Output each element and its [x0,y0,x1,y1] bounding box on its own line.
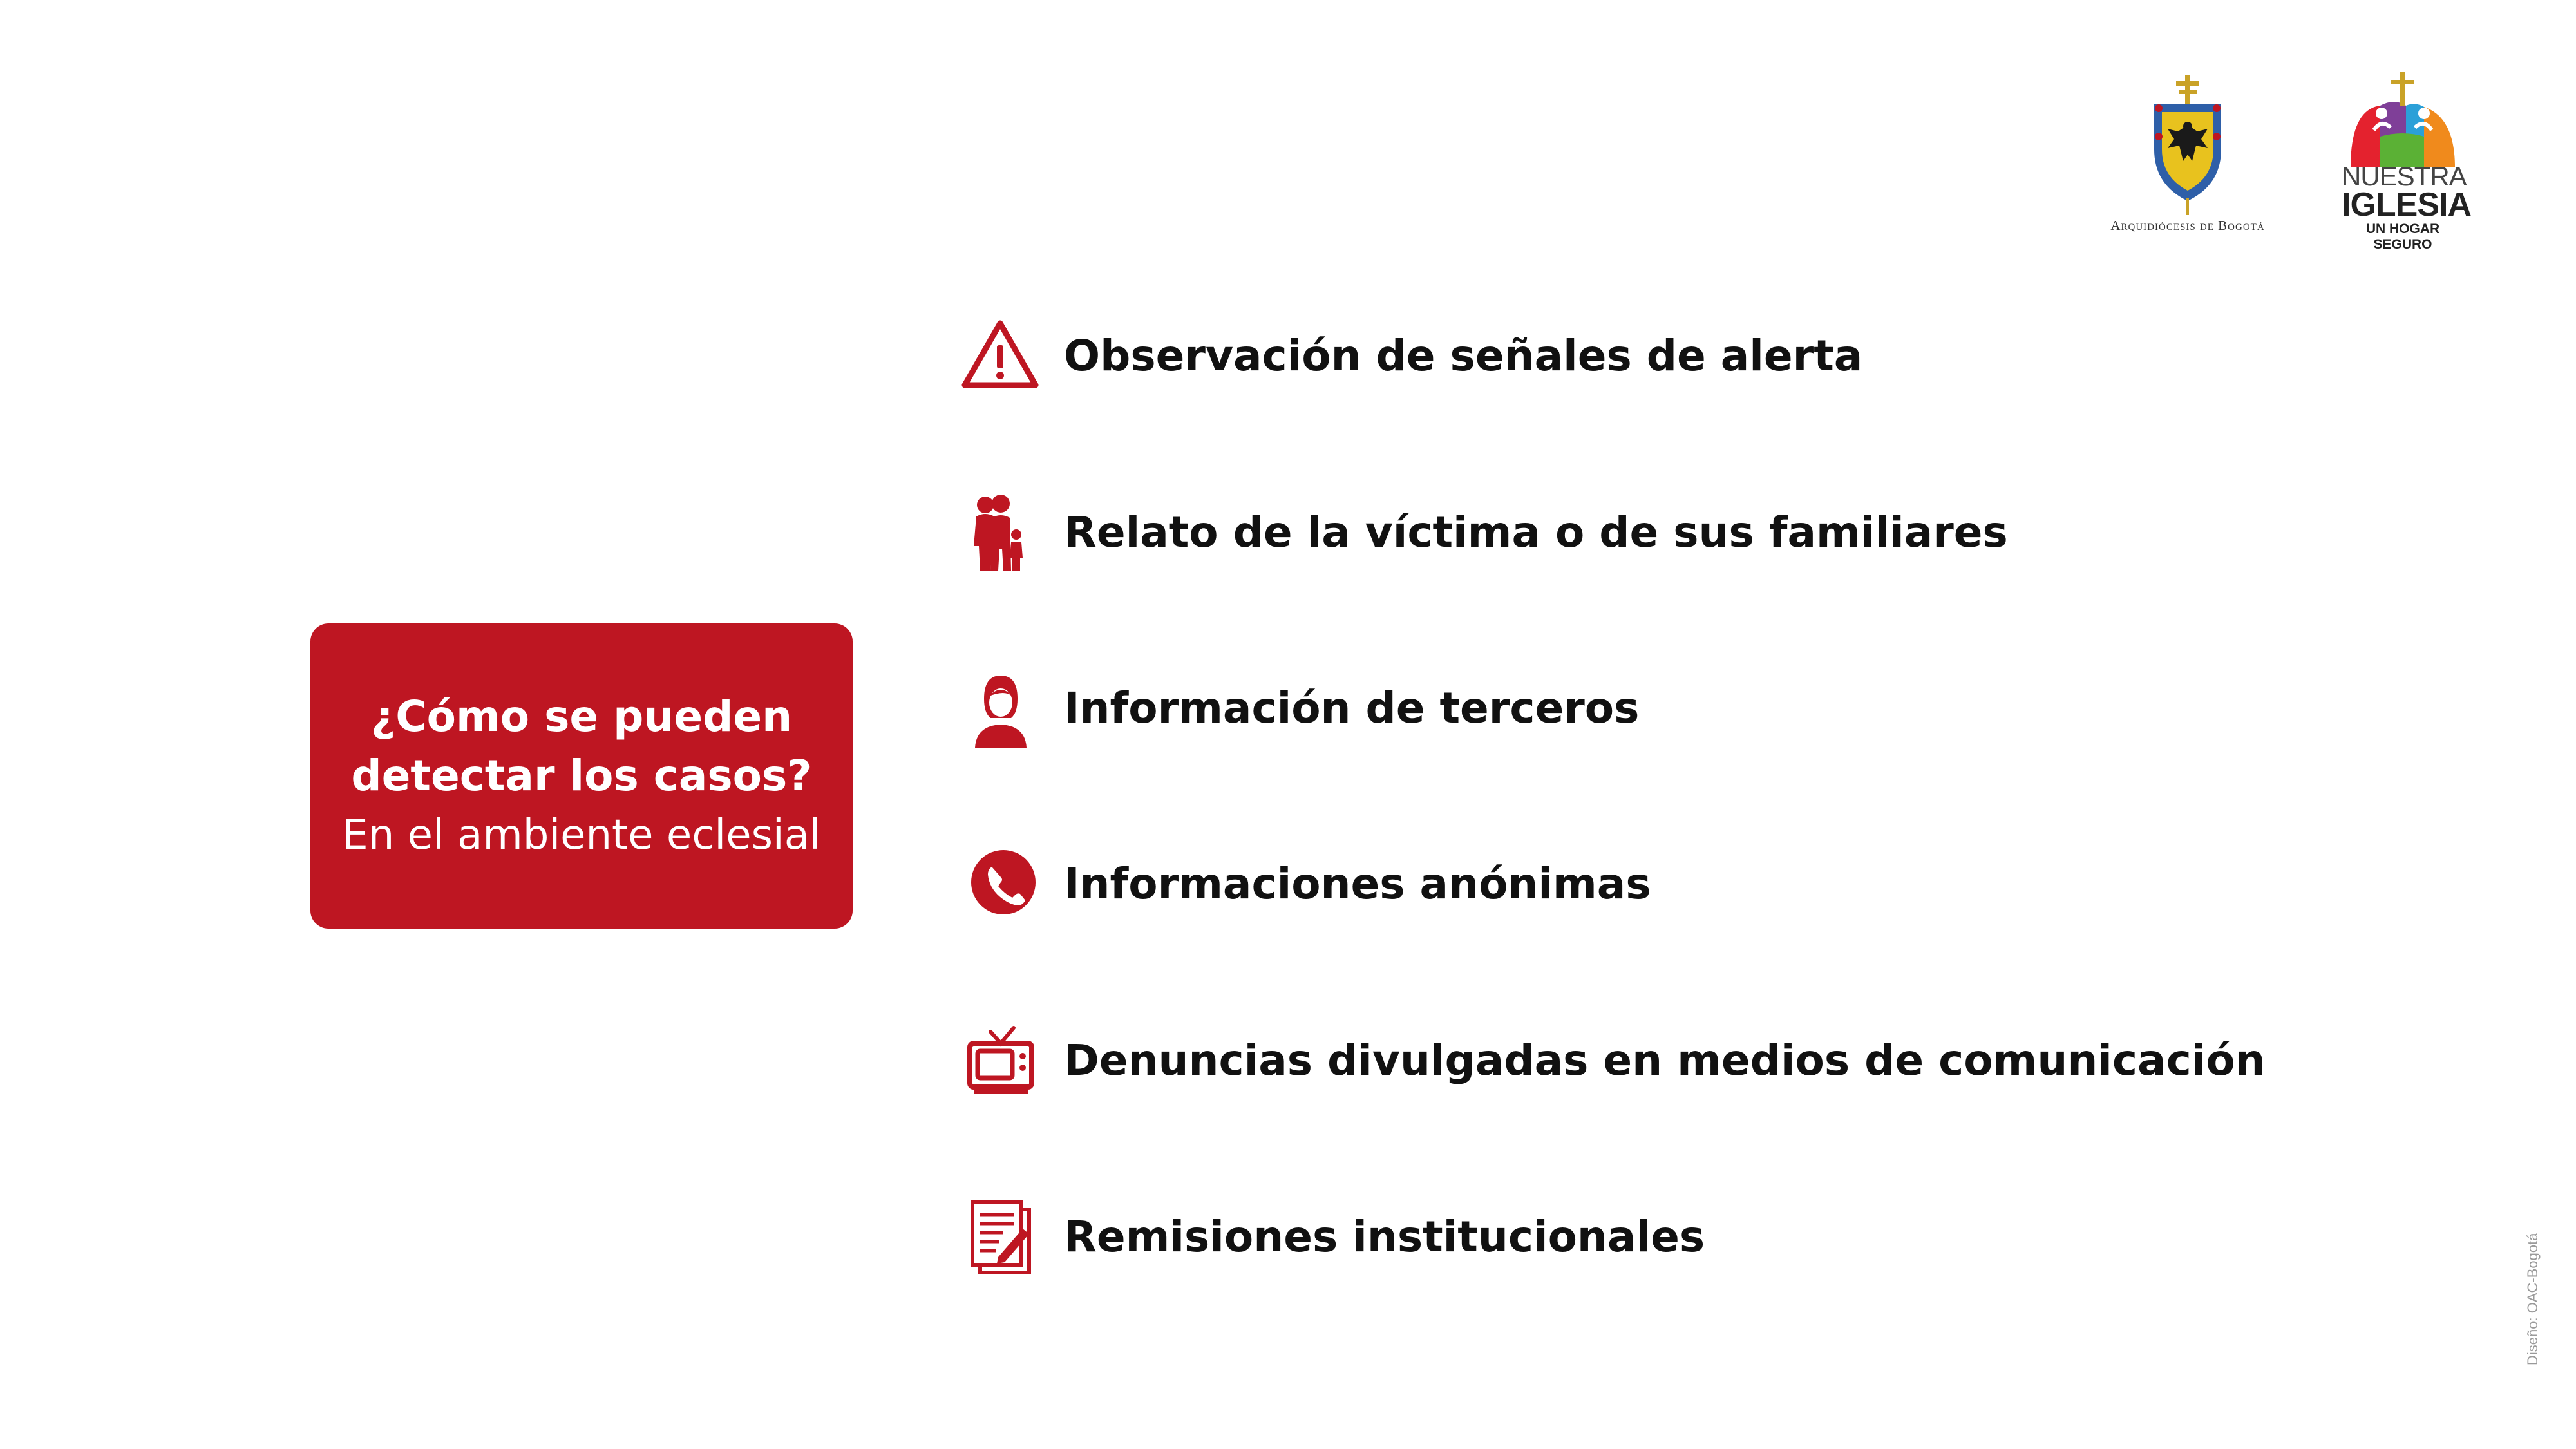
nuestra-iglesia-line1: NUESTRA [2342,161,2467,191]
item-label: Denuncias divulgadas en medios de comunicación [1064,1036,2266,1085]
item-label: Información de terceros [1064,683,1640,733]
nuestra-iglesia-line2: IGLESIA [2342,186,2472,223]
item-label: Observación de señales de alerta [1064,331,1863,381]
tv-icon [958,1019,1042,1103]
arquidiocesis-logo [2101,72,2275,240]
person-icon [958,667,1042,750]
question-box [310,623,853,929]
question-line-1: ¿Cómo se pueden [370,692,793,741]
question-line-2: detectar los casos? [351,751,812,800]
design-credit: Diseño: OAC-Bogotá [2524,1233,2541,1365]
item-label: Remisiones institucionales [1064,1212,1705,1262]
coat-of-arms-icon [2101,72,2275,220]
cross-rainbow-icon [2342,72,2464,167]
family-icon [958,491,1042,574]
phone-icon [958,842,1042,926]
arquidiocesis-caption: Arquidiócesis de Bogotá [2110,218,2265,233]
question-subtitle: En el ambiente eclesial [342,811,821,859]
item-label: Informaciones anónimas [1064,859,1651,909]
nuestra-iglesia-logo [2342,72,2472,252]
warning-icon [958,314,1042,398]
item-label: Relato de la víctima o de sus familiares [1064,507,2008,557]
nuestra-iglesia-line3: UN HOGAR SEGURO [2365,222,2440,252]
document-icon [958,1195,1042,1279]
